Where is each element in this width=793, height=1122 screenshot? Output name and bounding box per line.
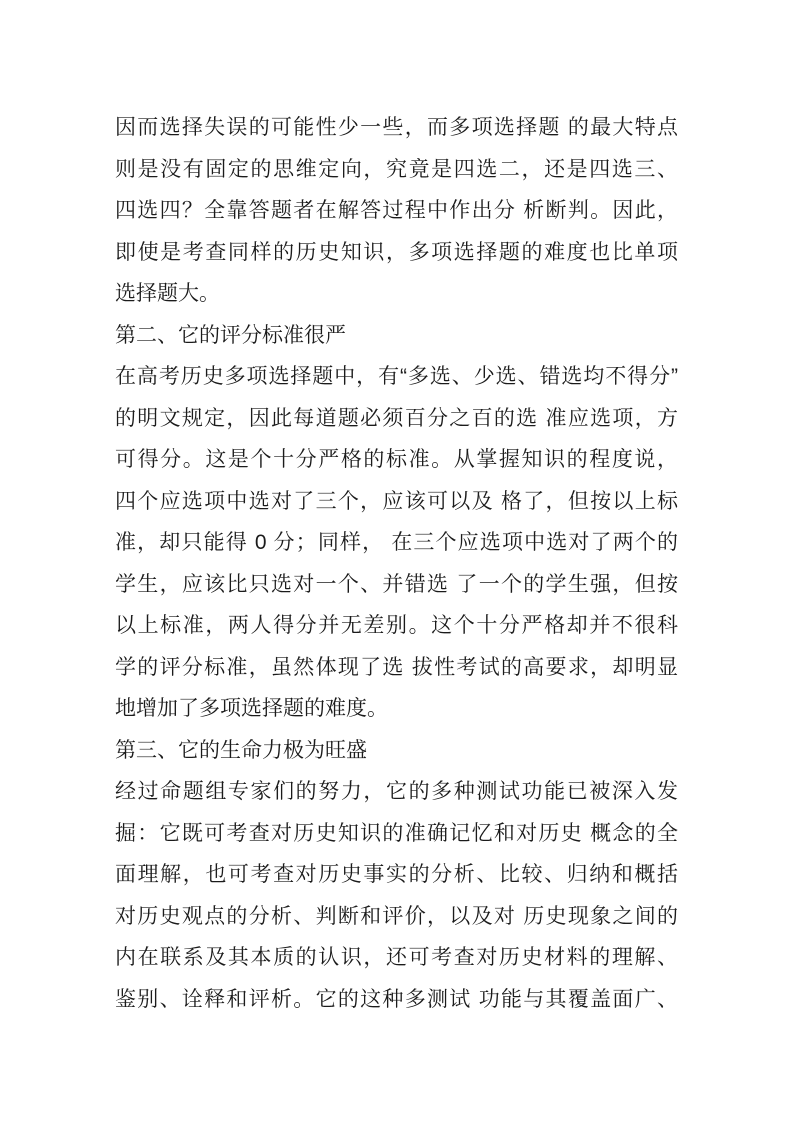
text-line: 因而选择失误的可能性少一些，而多项选择题 的最大特点 — [115, 116, 678, 139]
text-line: 四选四？全靠答题者在解答过程中作出分 析断判。因此， — [115, 199, 678, 222]
document-body — [115, 107, 678, 1020]
text-line: 掘：它既可考查对历史知识的准确记忆和对历史 概念的全 — [115, 821, 678, 845]
text-line: 内在联系及其本质的认识，还可考查对历史材料的理解、 — [115, 946, 678, 969]
text-line: 学生，应该比只选对一个、并错选 了一个的学生强，但按 — [115, 572, 678, 596]
text-line: 四个应选项中选对了三个，应该可以及 格了，但按以上标 — [115, 489, 678, 513]
text-line: 可得分。这是个十分严格的标准。从掌握知识的程度说， — [115, 448, 678, 471]
text-line: 地增加了多项选择题的难度。 — [115, 697, 388, 720]
text-line: 的明文规定，因此每道题必须百分之百的选 准应选项，方 — [115, 406, 678, 430]
text-line: 即使是考查同样的历史知识，多项选择题的难度也比单项 — [115, 240, 678, 264]
text-line: 以上标准，两人得分并无差别。这个十分严格却并不很科 — [115, 614, 678, 637]
text-line: 第三、它的生命力极为旺盛 — [115, 738, 367, 762]
text-line: 面理解，也可考查对历史事实的分析、比较、归纳和概括 — [115, 863, 678, 886]
text-line: 准，却只能得 0 分；同样， 在三个应选项中选对了两个的 — [115, 531, 678, 554]
text-line: 在高考历史多项选择题中，有“多选、少选、错选均不得分” — [115, 365, 678, 388]
text-line: 第二、它的评分标准很严 — [115, 323, 346, 347]
text-line: 鉴别、诠释和评析。它的这种多测试 功能与其覆盖面广、 — [115, 987, 678, 1011]
text-line: 则是没有固定的思维定向，究竟是四选二，还是四选三、 — [115, 157, 678, 181]
text-line: 对历史观点的分析、判断和评价，以及对 历史现象之间的 — [115, 904, 678, 928]
text-line: 学的评分标准，虽然体现了选 拔性考试的高要求，却明显 — [115, 655, 678, 679]
text-line: 经过命题组专家们的努力，它的多种测试功能已被深入发 — [115, 780, 678, 803]
text-line: 选择题大。 — [115, 282, 220, 305]
